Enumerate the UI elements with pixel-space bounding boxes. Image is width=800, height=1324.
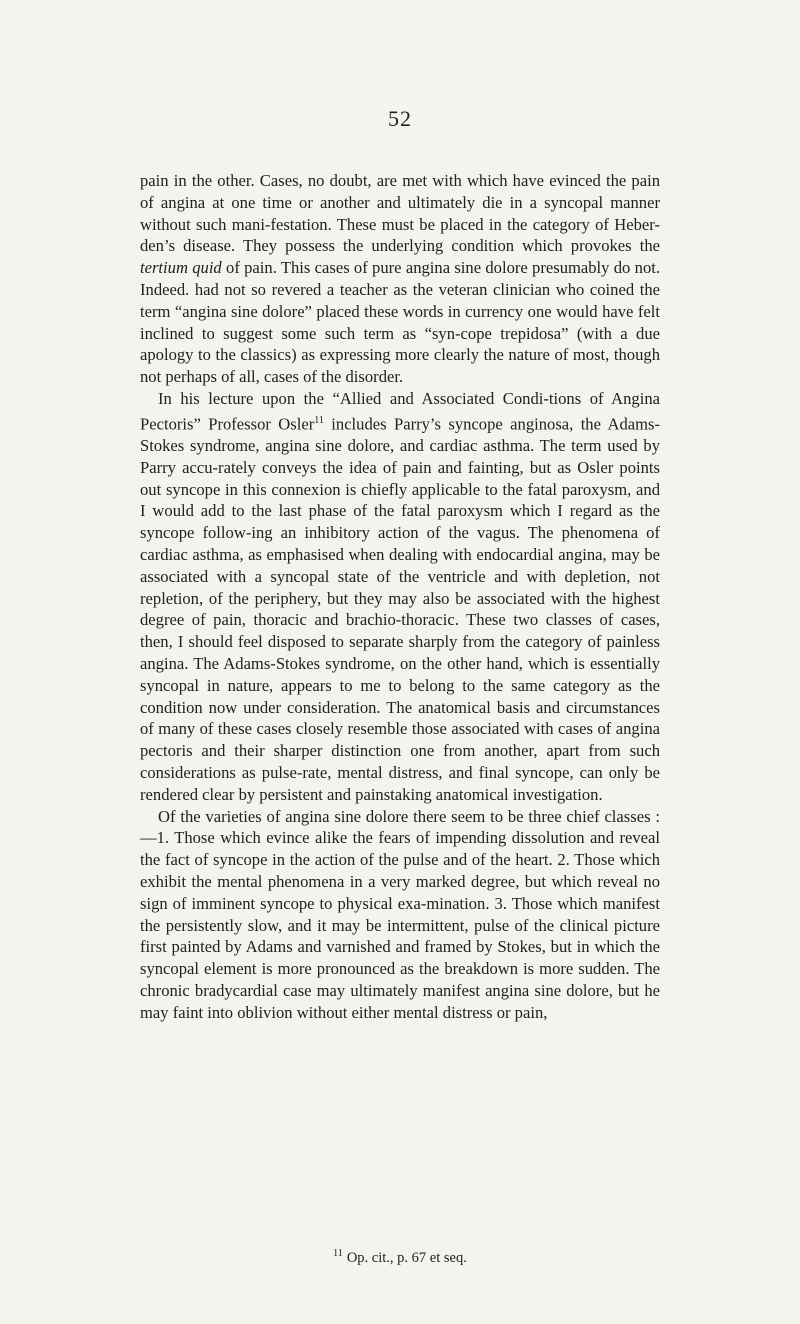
paragraph-2-part-a: In his lecture upon the “Allied and Associated Condi-tions of Angina Pectoris” Professor Osler: [140, 388, 660, 434]
paragraph-1-part-b: of pain. This cases of pure angina sine dolore presumably do not. Indeed. had not so revered a teacher as the veteran clinician who coined the term “angina sine dolore” placed these words in currency one would have felt inclined to suggest some such term as “syn-cope trepidosa” (with a due apology to the classics) as expressing more clearly the nature of most, though not perhaps of all, cases of the disorder.: [140, 258, 660, 387]
footnote: [0, 1248, 800, 1267]
paragraph-2-part-b: includes Parry’s syncope anginosa, the Adams-Stokes syndrome, angina sine dolore, and cardiac asthma. The term used by Parry accu-rately conveys the idea of pain and fainting, but as Osler points out syncope in this connexion is chiefly applicable to the fatal paroxysm, and I would add to the last phase of the fatal paroxysm which I regard as the syncope follow-ing an inhibitory action of the vagus. The phenomena of cardiac asthma, as emphasised when dealing with endocardial angina, may be associated with a syncopal state of the ventricle and with depletion, not repletion, of the periphery, but they may also be associated with the highest degree of pain, thoracic and brachio-thoracic. These two classes of cases, then, I should feel disposed to separate sharply from the category of painless angina. The Adams-Stokes syndrome, on the other hand, which is essentially syncopal in nature, appears to me to belong to the same category as the condition now under consideration. The anatomical basis and circumstances of many of these cases closely resemble those associated with cases of angina pectoris and their sharper distinction one from another, apart from such considerations as pulse-rate, mental distress, and final syncope, can only be rendered clear by persistent and painstaking anatomical investigation.: [140, 414, 660, 804]
footnote-marker: 11: [333, 1248, 343, 1259]
paragraph-3: Of the varieties of angina sine dolore there seem to be three chief classes :—1. Those which evince alike the fears of impending dissolution and reveal the fact of syncope in the action of the pulse and of the heart. 2. Those which exhibit the mental phenomena in a very marked degree, but which reveal no sign of imminent syncope to physical exa-mination. 3. Those which manifest the persistently slow, and it may be intermittent, pulse of the clinical picture first painted by Adams and varnished and framed by Stokes, but in which the syncopal element is more pronounced as the breakdown is more sudden. The chronic bradycardial case may ultimately manifest angina sine dolore, but he may faint into oblivion without either mental distress or pain,: [140, 806, 660, 1022]
page-number: 52: [388, 106, 412, 131]
footnote-reference: 11: [314, 414, 324, 426]
paragraph-2: [140, 388, 660, 806]
paragraph-1: [140, 170, 660, 388]
body-text: [140, 170, 660, 1024]
italic-term: tertium quid: [140, 258, 222, 278]
footnote-text: Op. cit., p. 67 et seq.: [346, 1249, 467, 1266]
paragraph-1-part-a: pain in the other. Cases, no doubt, are met with which have evinced the pain of angina at one time or another and ultimately die in a syncopal manner without such mani-festation. These must be placed in the category of Heber-den’s disease. They possess the underlying condition which provokes the: [140, 171, 660, 256]
